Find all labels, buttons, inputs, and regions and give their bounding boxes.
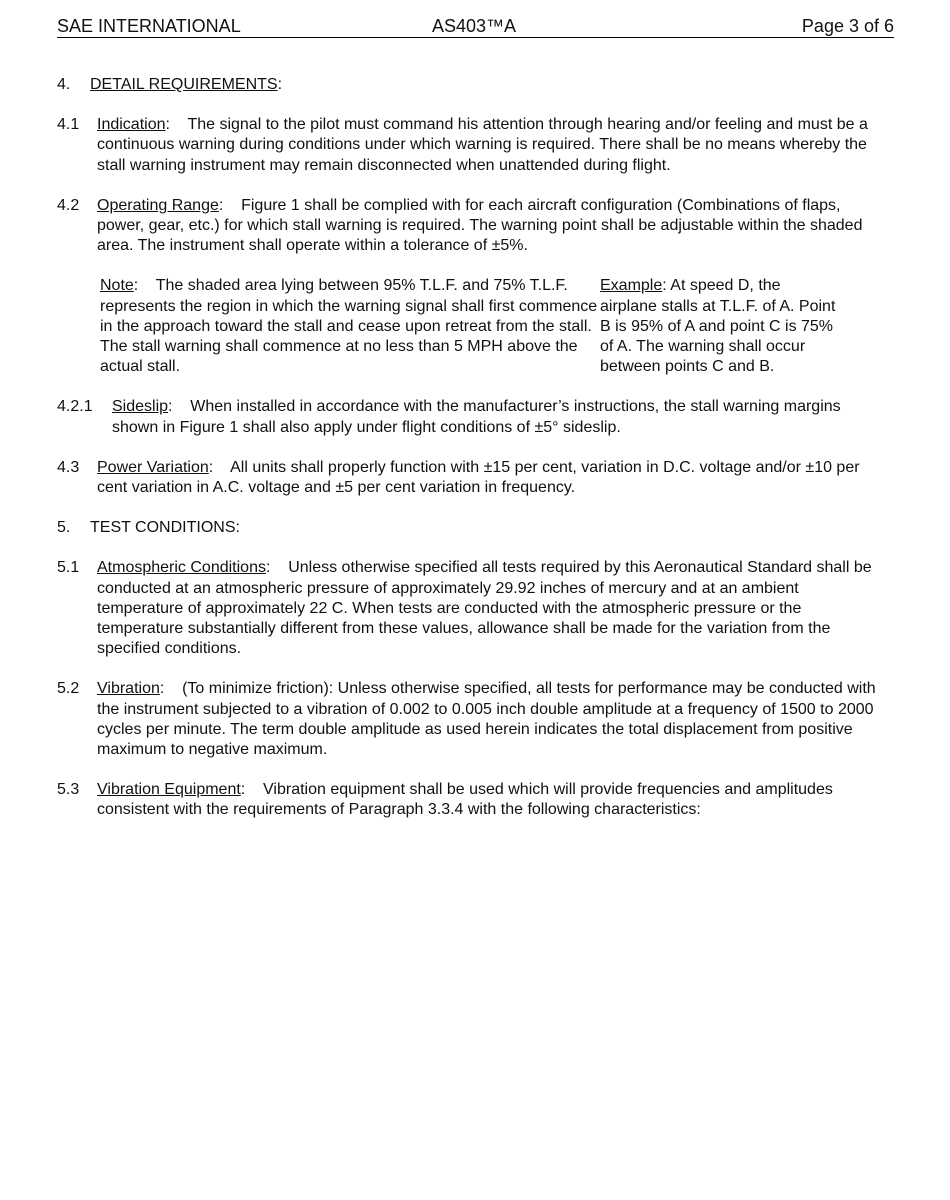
section-title: DETAIL REQUIREMENTS bbox=[90, 76, 278, 93]
paragraph-4-1: 4.1 Indication: The signal to the pilot must command his attention through hearing and/or feeling and must be a continuous warning during conditions under which warning is required. There shall be no means whereby the stall warning instrument may remain disconnected when unattended during flight. bbox=[57, 116, 868, 174]
paragraph-number: 5.3 bbox=[57, 781, 80, 799]
section-title: TEST CONDITIONS: bbox=[90, 519, 240, 537]
paragraph-4-2: 4.2 Operating Range: Figure 1 shall be complied with for each aircraft configuration (Combinations of flaps, power, gear, etc.) for which stall warning is required. The warning point shall be adjustable within the shaded area. The instrument shall operate within a tolerance of ±5%. bbox=[57, 196, 863, 255]
note-text: The shaded area lying between 95% T.L.F. and 75% T.L.F. represents the region in which the warning signal shall first commence in the approach toward the stall and cease upon retreat from the stall. The stall warning shall commence at no less than 5 MPH above the actual stall. bbox=[100, 277, 598, 376]
paragraph-label: Atmospheric Conditions bbox=[97, 559, 266, 577]
paragraph-text: Unless otherwise specified all tests required by this Aeronautical Standard shall be conducted at an atmospheric pressure of approximately 29.92 inches of mercury and at an ambient temperature of approximately 22 C. When tests are conducted with the atmospheric pressure or the temperature substantially different from these values, allowance shall be made for the variation from the specified conditions. bbox=[97, 559, 872, 658]
section-5-heading bbox=[57, 518, 877, 538]
note-label: Note bbox=[100, 277, 134, 295]
paragraph-number: 5.1 bbox=[57, 559, 80, 577]
paragraph-number: 4.2 bbox=[57, 196, 80, 214]
paragraph-label: Operating Range bbox=[97, 196, 219, 214]
example-text: At speed D, the airplane stalls at T.L.F. of A. Point B is 95% of A and point C is 75% of A. The warning shall occur between points C and B. bbox=[600, 277, 836, 376]
paragraph-number: 4.1 bbox=[57, 116, 80, 134]
paragraph-number: 4.3 bbox=[57, 458, 80, 476]
section-4-heading bbox=[57, 75, 877, 95]
paragraph-label: Indication bbox=[97, 116, 166, 134]
paragraph-number: 4.2.1 bbox=[57, 398, 93, 416]
note-column: Note: The shaded area lying between 95% T.L.F. and 75% T.L.F. represents the region in which the warning signal shall first commence in the approach toward the stall and cease upon retreat from the stall. The stall warning shall commence at no less than 5 MPH above the actual stall. bbox=[100, 277, 598, 376]
paragraph-text: The signal to the pilot must command his attention through hearing and/or feeling and must be a continuous warning during conditions under which warning is required. There shall be no means whereby the stall warning instrument may remain disconnected when unattended during flight. bbox=[97, 116, 868, 174]
note-example-block bbox=[100, 276, 877, 376]
paragraph-label: Power Variation bbox=[97, 458, 209, 476]
paragraph-5-2: 5.2 Vibration: (To minimize friction): Unless otherwise specified, all tests for performance may be conducted with the instrument subjected to a vibration of 0.002 to 0.005 inch double amplitude at a frequency of 1500 to 2000 cycles per minute. The term double amplitude as used herein indicates the total displacement from positive maximum to negative maximum. bbox=[57, 680, 876, 759]
paragraph-5-1: 5.1 Atmospheric Conditions: Unless otherwise specified all tests required by this Aeronautical Standard shall be conducted at an atmospheric pressure of approximately 29.92 inches of mercury and at an ambient temperature of approximately 22 C. When tests are conducted with the atmospheric pressure or the temperature substantially different from these values, allowance shall be made for the variation from the specified conditions. bbox=[57, 559, 872, 658]
paragraph-label: Sideslip bbox=[112, 398, 169, 416]
header-page-number: Page 3 of 6 bbox=[801, 16, 894, 36]
paragraph-text: Figure 1 shall be complied with for each aircraft configuration (Combinations of flaps, power, gear, etc.) for which stall warning is required. The warning point shall be adjustable within the shaded area. The instrument shall operate within a tolerance of ±5%. bbox=[97, 196, 863, 255]
page-header bbox=[57, 15, 894, 38]
section-title-suffix: : bbox=[277, 76, 283, 93]
paragraph-label: Vibration bbox=[97, 680, 160, 698]
paragraph-4-2-1: 4.2.1 Sideslip: When installed in accordance with the manufacturer’s instructions, the stall warning margins shown in Figure 1 shall also apply under flight conditions of ±5° sideslip. bbox=[57, 398, 841, 436]
header-organization: SAE INTERNATIONAL bbox=[57, 16, 241, 36]
paragraph-5-3: 5.3 Vibration Equipment: Vibration equipment shall be used which will provide frequencies and amplitudes consistent with the requirements of Paragraph 3.3.4 with the following characteristics: bbox=[57, 781, 833, 819]
example-label: Example bbox=[600, 277, 663, 295]
section-number: 4. bbox=[57, 76, 71, 93]
example-column: Example: At speed D, the airplane stalls at T.L.F. of A. Point B is 95% of A and point C is 75% of A. The warning shall occur between points C and B. bbox=[600, 277, 836, 376]
paragraph-text: When installed in accordance with the manufacturer’s instructions, the stall warning margins shown in Figure 1 shall also apply under flight conditions of ±5° sideslip. bbox=[112, 398, 841, 436]
header-document-number: AS403™A bbox=[432, 16, 517, 36]
paragraph-text: (To minimize friction): Unless otherwise specified, all tests for performance may be conducted with the instrument subjected to a vibration of 0.002 to 0.005 inch double amplitude at a frequency of 1500 to 2000 cycles per minute. The term double amplitude as used herein indicates the total displacement from positive maximum to negative maximum. bbox=[97, 680, 876, 759]
paragraph-number: 5.2 bbox=[57, 680, 80, 698]
paragraph-text: All units shall properly function with ±15 per cent, variation in D.C. voltage and/or ±10 per cent variation in A.C. voltage and ±5 per cent variation in frequency. bbox=[97, 458, 860, 497]
page-body bbox=[57, 75, 877, 841]
paragraph-4-3: 4.3 Power Variation: All units shall properly function with ±15 per cent, variation in D.C. voltage and/or ±10 per cent variation in A.C. voltage and ±5 per cent variation in frequency. bbox=[57, 458, 860, 497]
section-number: 5. bbox=[57, 519, 71, 537]
paragraph-text: Vibration equipment shall be used which will provide frequencies and amplitudes consistent with the requirements of Paragraph 3.3.4 with the following characteristics: bbox=[97, 781, 833, 819]
paragraph-label: Vibration Equipment bbox=[97, 781, 241, 799]
